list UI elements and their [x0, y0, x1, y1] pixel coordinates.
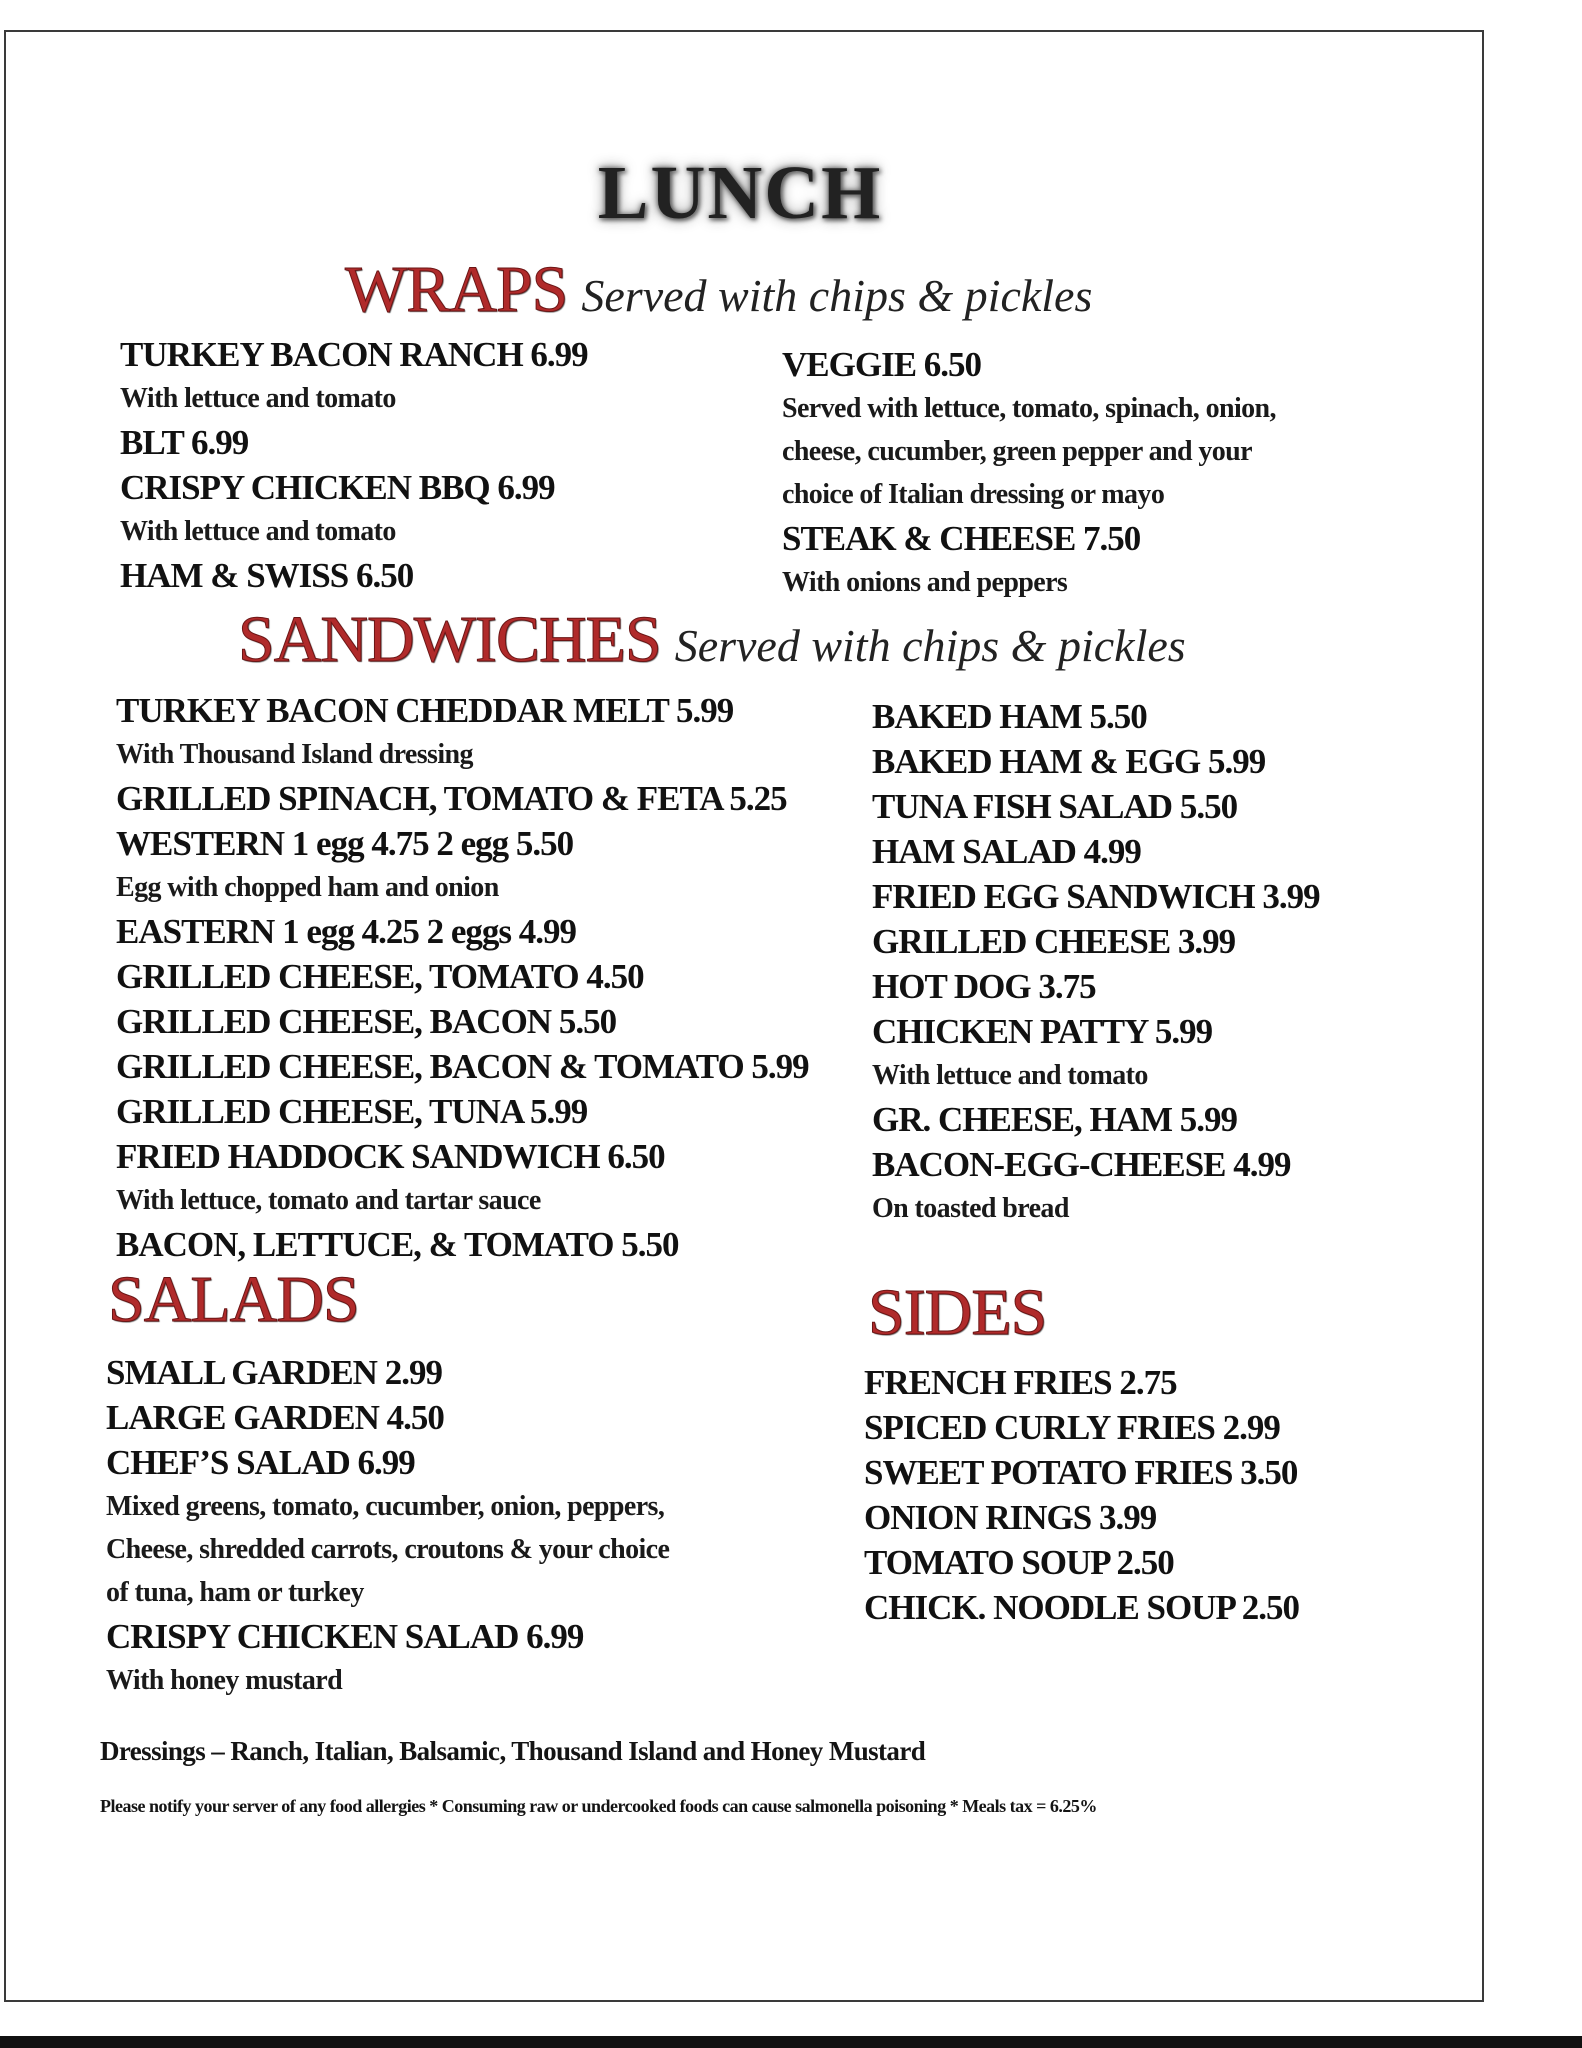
item-description: With lettuce and tomato [872, 1060, 1148, 1091]
page-title: LUNCH [597, 151, 883, 235]
menu-item: TUNA FISH SALAD 5.50 [872, 787, 1238, 826]
wraps-heading [345, 252, 1092, 328]
sandwiches-right-list [872, 694, 1320, 1230]
menu-item: EASTERN 1 egg 4.25 2 eggs 4.99 [116, 912, 577, 951]
menu-item: BACON-EGG-CHEESE 4.99 [872, 1145, 1291, 1184]
menu-item: LARGE GARDEN 4.50 [106, 1398, 444, 1437]
item-description: On toasted bread [872, 1193, 1069, 1224]
salads-heading [108, 1262, 359, 1338]
menu-item: TURKEY BACON RANCH 6.99 [120, 335, 588, 374]
menu-item: SPICED CURLY FRIES 2.99 [864, 1408, 1280, 1447]
menu-item: HAM SALAD 4.99 [872, 832, 1141, 871]
item-description: Served with lettuce, tomato, spinach, onion, [782, 393, 1276, 424]
menu-item: GR. CHEESE, HAM 5.99 [872, 1100, 1238, 1139]
menu-item: GRILLED SPINACH, TOMATO & FETA 5.25 [116, 779, 787, 818]
dressings-note: Dressings – Ranch, Italian, Balsamic, Thousand Island and Honey Mustard [100, 1736, 926, 1766]
wraps-right-list [782, 342, 1276, 604]
menu-item: FRIED EGG SANDWICH 3.99 [872, 877, 1320, 916]
item-description: cheese, cucumber, green pepper and your [782, 436, 1252, 467]
menu-item: CHEF’S SALAD 6.99 [106, 1443, 415, 1482]
item-description: With lettuce and tomato [120, 383, 396, 414]
menu-item: HAM & SWISS 6.50 [120, 556, 414, 595]
menu-item: BAKED HAM & EGG 5.99 [872, 742, 1266, 781]
menu-item: FRENCH FRIES 2.75 [864, 1363, 1177, 1402]
allergy-notice: Please notify your server of any food allergies * Consuming raw or undercooked foods can cause salmonella poisoning * Meals tax = 6.25% [100, 1796, 1097, 1816]
item-description: Cheese, shredded carrots, croutons & your choice [106, 1534, 670, 1565]
item-description: With onions and peppers [782, 567, 1068, 598]
menu-item: BLT 6.99 [120, 423, 249, 462]
sandwiches-left-list [116, 688, 809, 1267]
item-description: Egg with chopped ham and onion [116, 872, 499, 903]
item-description: With lettuce, tomato and tartar sauce [116, 1185, 541, 1216]
menu-item: BACON, LETTUCE, & TOMATO 5.50 [116, 1225, 679, 1264]
salads-list [106, 1350, 669, 1702]
menu-item: TOMATO SOUP 2.50 [864, 1543, 1174, 1582]
sides-title: SIDES [868, 1276, 1047, 1349]
menu-item: GRILLED CHEESE, TUNA 5.99 [116, 1092, 588, 1131]
sides-heading [868, 1275, 1046, 1351]
menu-item: GRILLED CHEESE, TOMATO 4.50 [116, 957, 644, 996]
menu-item: WESTERN 1 egg 4.75 2 egg 5.50 [116, 824, 574, 863]
item-description: choice of Italian dressing or mayo [782, 479, 1165, 510]
item-description: With lettuce and tomato [120, 516, 396, 547]
menu-item: CHICK. NOODLE SOUP 2.50 [864, 1588, 1299, 1627]
sandwiches-subtitle: Served with chips & pickles [674, 620, 1186, 671]
sandwiches-heading [238, 602, 1186, 678]
sides-list [864, 1360, 1299, 1630]
sandwiches-title: SANDWICHES [238, 603, 661, 676]
salads-title: SALADS [108, 1263, 359, 1336]
menu-item: GRILLED CHEESE, BACON & TOMATO 5.99 [116, 1047, 809, 1086]
wraps-left-list [120, 332, 588, 598]
wraps-title: WRAPS [345, 253, 568, 326]
scan-edge [0, 2036, 1582, 2048]
menu-item: BAKED HAM 5.50 [872, 697, 1147, 736]
menu-item: ONION RINGS 3.99 [864, 1498, 1157, 1537]
menu-item: STEAK & CHEESE 7.50 [782, 519, 1141, 558]
menu-item: CRISPY CHICKEN BBQ 6.99 [120, 468, 555, 507]
menu-item: SWEET POTATO FRIES 3.50 [864, 1453, 1298, 1492]
item-description: With Thousand Island dressing [116, 739, 473, 770]
menu-item: GRILLED CHEESE, BACON 5.50 [116, 1002, 617, 1041]
menu-item: CHICKEN PATTY 5.99 [872, 1012, 1213, 1051]
menu-item: HOT DOG 3.75 [872, 967, 1096, 1006]
menu-item: TURKEY BACON CHEDDAR MELT 5.99 [116, 691, 734, 730]
wraps-subtitle: Served with chips & pickles [581, 270, 1093, 321]
item-description: With honey mustard [106, 1665, 343, 1696]
item-description: of tuna, ham or turkey [106, 1577, 364, 1608]
menu-item: CRISPY CHICKEN SALAD 6.99 [106, 1617, 584, 1656]
item-description: Mixed greens, tomato, cucumber, onion, peppers, [106, 1491, 665, 1522]
menu-item: FRIED HADDOCK SANDWICH 6.50 [116, 1137, 665, 1176]
menu-item: GRILLED CHEESE 3.99 [872, 922, 1236, 961]
menu-item: SMALL GARDEN 2.99 [106, 1353, 442, 1392]
menu-item: VEGGIE 6.50 [782, 345, 982, 384]
